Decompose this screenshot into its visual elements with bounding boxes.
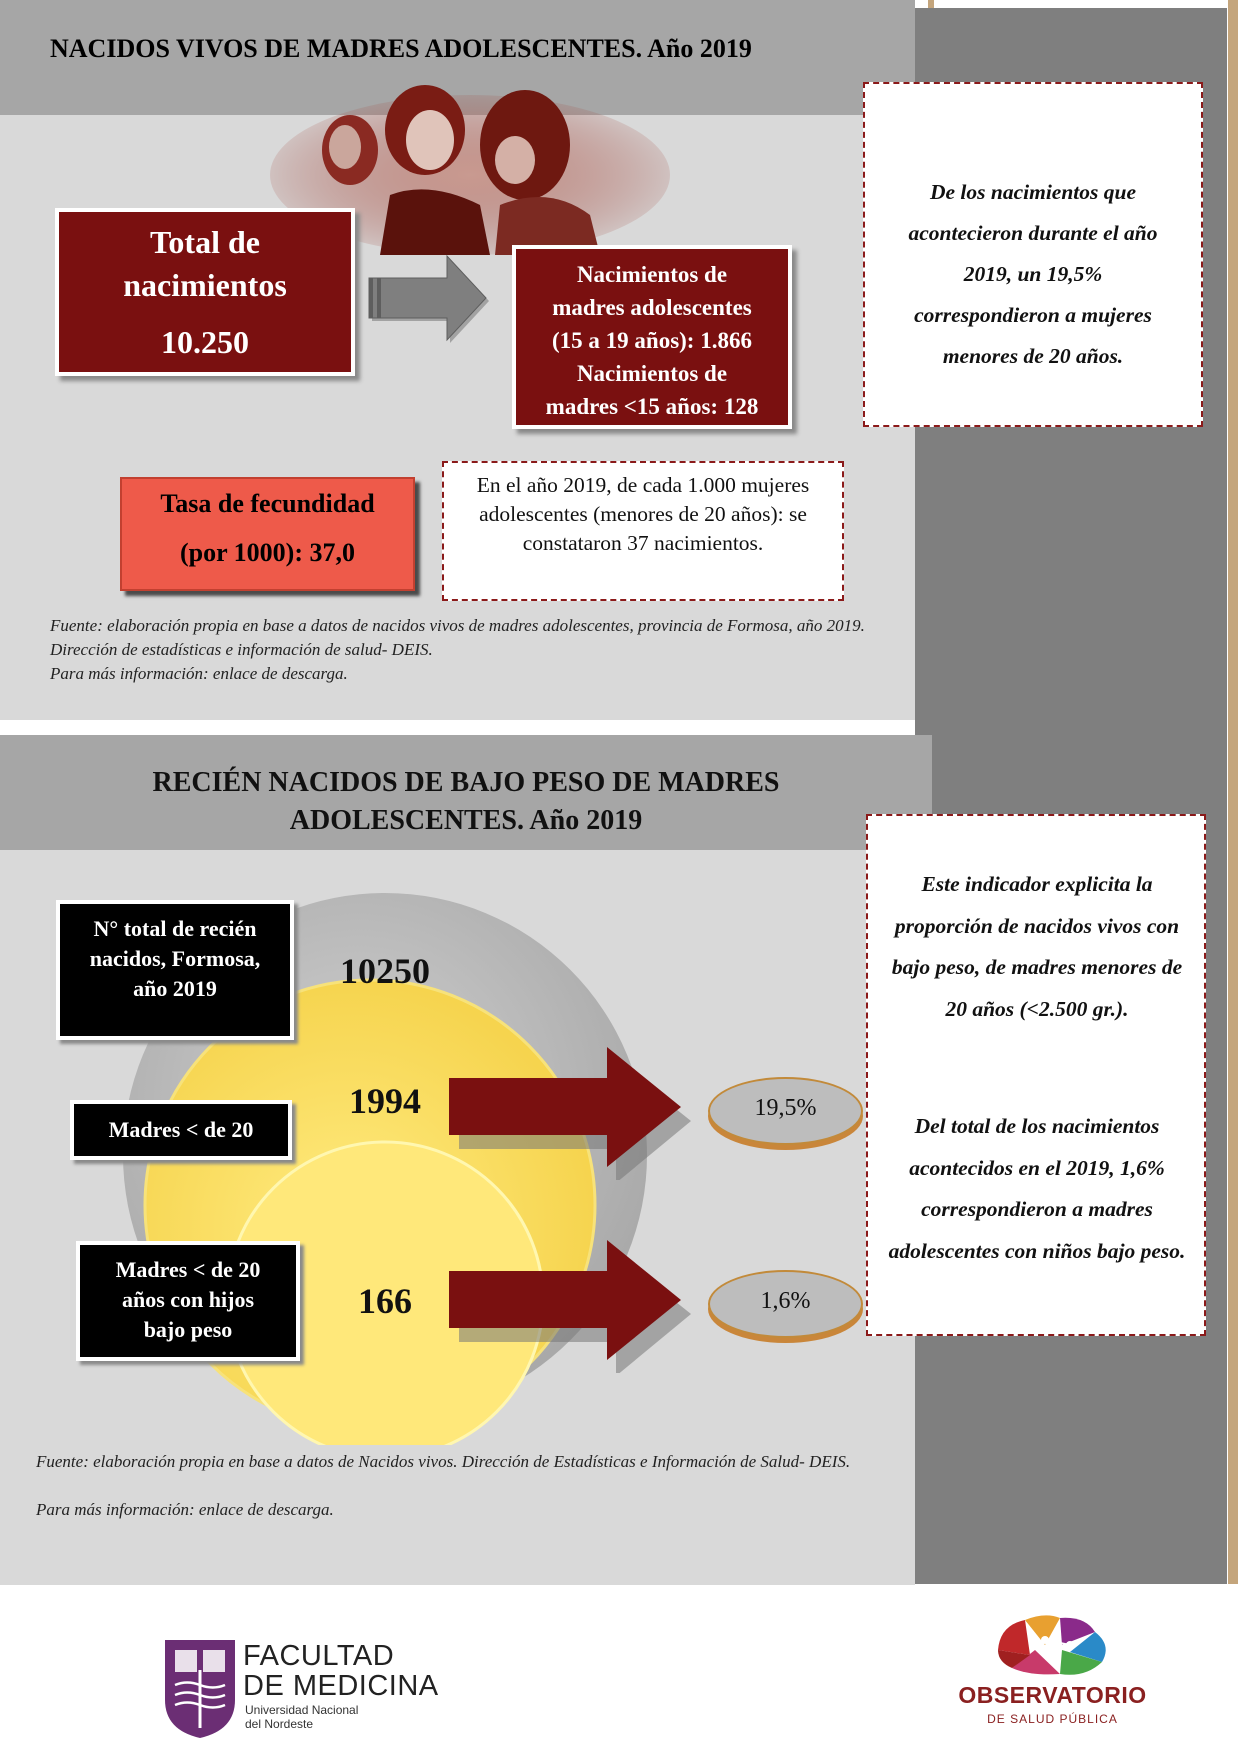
label-bajo-line-2: años con hijos [121, 1287, 255, 1312]
observatorio-logo-icon [990, 1610, 1115, 1680]
adol-line-5: madres <15 años: 128 [545, 394, 759, 419]
label-bajo-line-1: Madres < de 20 [115, 1257, 261, 1282]
section2-title-1: RECIÉN NACIDOS DE BAJO PESO DE MADRES [152, 767, 780, 798]
fm-line-1: FACULTAD [243, 1640, 395, 1672]
brown-vertical-line [928, 0, 934, 8]
more-info-1: Para más información: enlace de descarga. [50, 664, 348, 683]
red-arrow-icon-2 [445, 1238, 695, 1373]
fm-line-3: Universidad Nacional [245, 1703, 359, 1717]
side-note-box-2 [866, 814, 1206, 1336]
fm-line-4: del Nordeste [245, 1717, 314, 1731]
side-note-2-text-a: Este indicador explicita la proporción de nacidos vivos con bajo peso, de madres menores de 20 años (<2.500 gr.). [891, 872, 1183, 1021]
value-bajo-peso: 166 [358, 1281, 412, 1321]
side-note-2-text-b: Del total de los nacimientos acontecidos en el 2019, 1,6% correspondieron a madres adolescentes con niños bajo peso. [888, 1114, 1186, 1263]
brown-vertical-line-2 [1228, 0, 1238, 1584]
tasa-line-1: Tasa de fecundidad [160, 489, 375, 518]
adolescent-births-box [512, 245, 792, 429]
section2-title-2: ADOLESCENTES. Año 2019 [289, 805, 643, 836]
label-bajo-line-3: bajo peso [143, 1317, 233, 1342]
adol-line-4: Nacimientos de [576, 361, 728, 386]
label-bajo-peso [76, 1241, 300, 1361]
more-info-2: Para más información: enlace de descarga. [36, 1500, 334, 1519]
adol-line-2: madres adolescentes [552, 295, 752, 320]
adol-line-3: (15 a 19 años): 1.866 [552, 328, 752, 353]
side-note-box-1 [863, 82, 1203, 427]
pct-bajo-peso: 1,6% [760, 1288, 811, 1314]
total-births-title-2: nacimientos [123, 267, 287, 303]
value-total: 10250 [340, 951, 430, 991]
fertility-note-text: En el año 2019, de cada 1.000 mujeres adolescentes (menores de 20 años): se constataron 37 nacimientos. [476, 473, 810, 555]
pct-oval-madres [708, 1077, 863, 1145]
tasa-line-2: (por 1000): 37,0 [179, 538, 355, 567]
pct-oval-bajo-peso [708, 1270, 863, 1338]
label-total-line-1: N° total de recién [93, 916, 257, 941]
fm-line-2: DE MEDICINA [243, 1670, 439, 1702]
obs-line-2: DE SALUD PÚBLICA [987, 1712, 1118, 1726]
fertility-rate-box [120, 477, 415, 591]
label-total-line-3: año 2019 [133, 976, 217, 1001]
value-madres: 1994 [349, 1081, 421, 1121]
total-births-box [55, 208, 355, 376]
label-total-line-2: nacidos, Formosa, [89, 946, 261, 971]
obs-line-1: OBSERVATORIO [958, 1682, 1147, 1708]
section1-title: NACIDOS VIVOS DE MADRES ADOLESCENTES. Año 2019 [50, 34, 752, 63]
red-arrow-icon-1 [445, 1045, 695, 1180]
source-note-2: Fuente: elaboración propia en base a datos de Nacidos vivos. Dirección de Estadísticas e Información de Salud- DEIS. [36, 1452, 851, 1471]
label-madres-text: Madres < de 20 [108, 1117, 254, 1142]
fertility-note-box [442, 461, 844, 601]
side-note-1-text: De los nacimientos que acontecieron durante el año 2019, un 19,5% correspondieron a mujeres menores de 20 años. [908, 180, 1158, 368]
adol-line-1: Nacimientos de [576, 262, 728, 287]
label-total-births [56, 900, 294, 1040]
total-births-title-1: Total de [150, 224, 260, 260]
gray-arrow-icon [365, 252, 490, 344]
pct-madres: 19,5% [754, 1095, 817, 1121]
total-births-value: 10.250 [161, 324, 249, 360]
source-note-1: Fuente: elaboración propia en base a datos de nacidos vivos de madres adolescentes, provincia de Formosa, año 2019. Dirección de estadísticas e información de salud- DEIS. [50, 616, 865, 659]
facultad-medicina-logo [165, 1640, 235, 1738]
label-madres [70, 1100, 292, 1160]
